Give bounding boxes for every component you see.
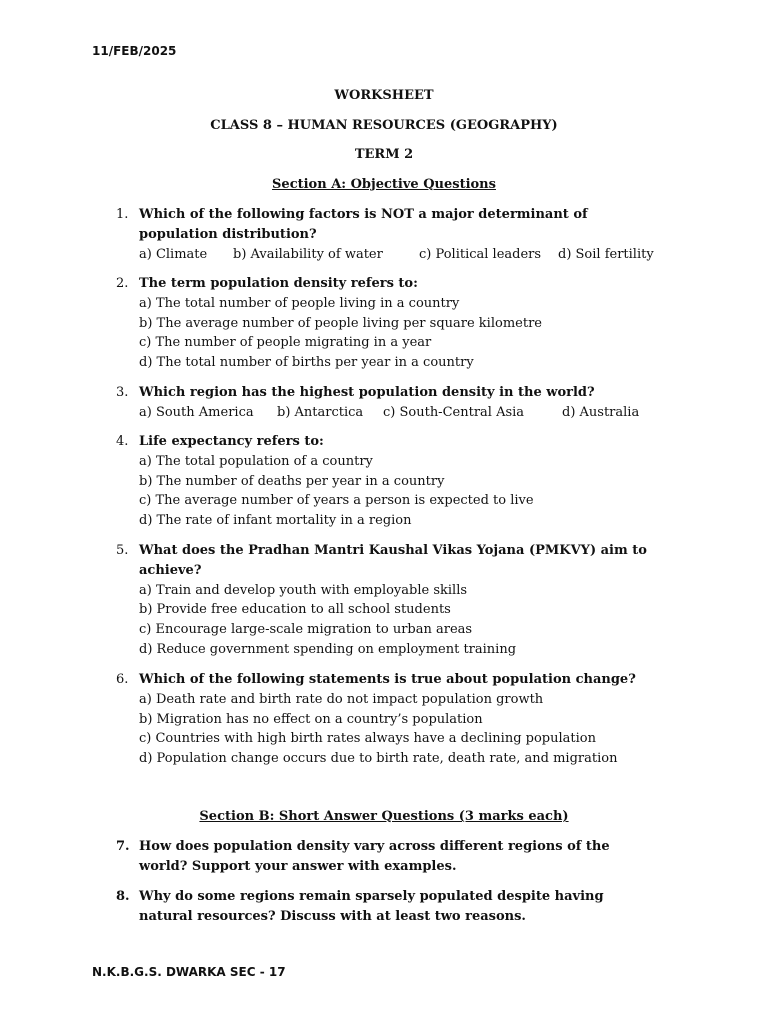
section-a-title: Section A: Objective Questions (272, 177, 496, 192)
option-b: b) The number of deaths per year in a country (139, 473, 445, 489)
option-a: a) Train and develop youth with employable skills (139, 582, 468, 598)
date-label: 11/FEB/2025 (92, 44, 177, 58)
option-b: b) Migration has no effect on a country’s population (139, 711, 483, 727)
question-number: 6. (116, 672, 129, 687)
option-b: b) Antarctica (277, 404, 364, 420)
question-number: 2. (116, 276, 129, 291)
options-row (139, 403, 656, 423)
question-stem: Which of the following factors is NOT a major determinant of population distribution? (139, 207, 588, 242)
question-stem: Why do some regions remain sparsely populated despite having natural resources? Discuss with at least two reasons. (139, 889, 604, 924)
question-stem: How does population density vary across different regions of the world? Support your answer with examples. (139, 839, 610, 874)
option-c: c) South-Central Asia (383, 404, 525, 420)
option-a: a) South America (139, 404, 254, 420)
school-footer: N.K.B.G.S. DWARKA SEC - 17 (92, 965, 286, 979)
question-8 (116, 887, 656, 927)
question-number: 8. (116, 889, 130, 904)
question-6 (116, 670, 656, 769)
option-d: d) The rate of infant mortality in a region (139, 513, 412, 529)
option-d: d) Population change occurs due to birth rate, death rate, and migration (139, 751, 618, 767)
term-label: TERM 2 (354, 147, 414, 163)
option-b: b) The average number of people living per square kilometre (139, 315, 542, 331)
option-a: a) Climate (139, 246, 208, 262)
worksheet-title: WORKSHEET (334, 88, 434, 103)
question-stem: Which region has the highest population density in the world? (139, 385, 595, 400)
option-d: d) Reduce government spending on employment training (139, 641, 517, 657)
question-stem: What does the Pradhan Mantri Kaushal Vikas Yojana (PMKVY) aim to achieve? (139, 543, 647, 578)
section-b-title: Section B: Short Answer Questions (3 marks each) (199, 809, 569, 824)
option-a: a) Death rate and birth rate do not impact population growth (139, 691, 544, 707)
option-b: b) Availability of water (233, 246, 383, 262)
class-subtitle: CLASS 8 – HUMAN RESOURCES (GEOGRAPHY) (210, 117, 558, 133)
question-4 (116, 432, 656, 531)
question-number: 7. (116, 839, 130, 854)
option-c: c) Political leaders (419, 246, 542, 262)
option-c: c) The number of people migrating in a year (139, 335, 432, 351)
question-stem: Life expectancy refers to: (139, 434, 324, 449)
option-a: a) The total number of people living in a country (139, 295, 460, 311)
option-c: c) Countries with high birth rates always have a declining population (139, 731, 596, 747)
option-a: a) The total population of a country (139, 453, 373, 469)
option-d: d) Australia (562, 404, 640, 420)
worksheet-headings (0, 87, 768, 176)
question-number: 1. (116, 207, 129, 222)
question-stem: Which of the following statements is true about population change? (139, 672, 636, 687)
question-5 (116, 541, 656, 660)
option-b: b) Provide free education to all school students (139, 602, 451, 618)
question-number: 4. (116, 434, 129, 449)
option-c: c) The average number of years a person is expected to live (139, 493, 534, 509)
options-row (139, 245, 656, 265)
option-d: d) Soil fertility (558, 246, 654, 262)
question-stem: The term population density refers to: (139, 276, 418, 291)
option-c: c) Encourage large-scale migration to urban areas (139, 622, 473, 638)
question-2 (116, 274, 656, 373)
question-3 (116, 383, 656, 423)
question-number: 3. (116, 385, 129, 400)
question-1 (116, 205, 656, 264)
question-number: 5. (116, 543, 129, 558)
option-d: d) The total number of births per year in a country (139, 355, 474, 371)
question-7 (116, 837, 656, 877)
